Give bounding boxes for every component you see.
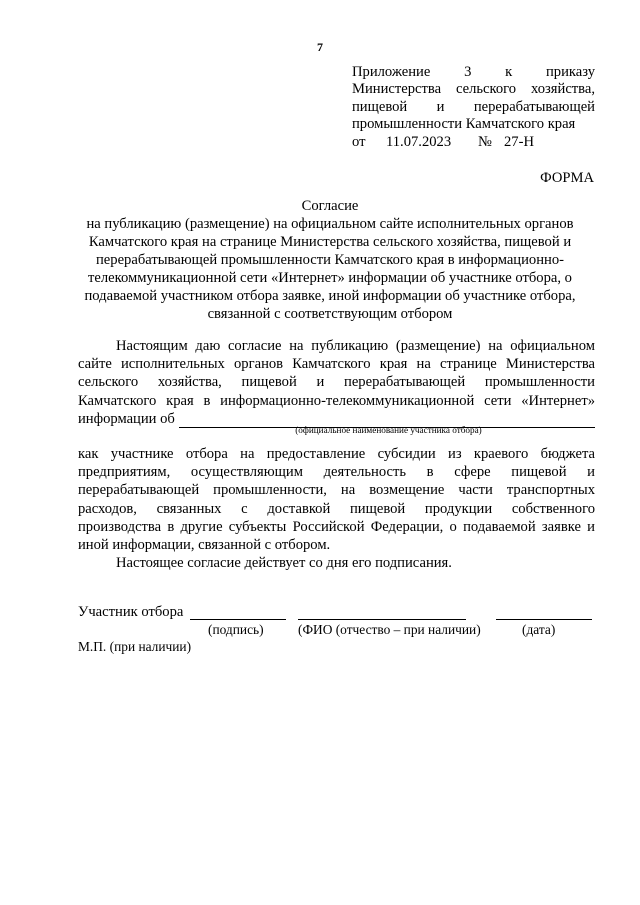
paragraph-line: сайте исполнительных органов Камчатского края на странице Министерства — [78, 356, 595, 373]
signature-row — [78, 604, 595, 624]
order-number: 27-Н — [504, 133, 534, 150]
title-line: подаваемой участником отбора заявке, иной информации об участнике отбора, — [84, 288, 576, 304]
full-name-blank[interactable] — [298, 619, 466, 620]
paragraph-line: сельского хозяйства, пищевой и перерабатывающей промышленности — [78, 374, 595, 391]
title-line: связанной с соответствующим отбором — [207, 306, 453, 322]
document-title — [60, 197, 600, 323]
page-number: 7 — [317, 40, 323, 54]
title-line: телекоммуникационной сети «Интернет» информации об участнике отбора, о — [88, 270, 572, 286]
order-reference — [352, 134, 595, 151]
order-number-sign: № — [478, 133, 492, 150]
paragraph-line: как участнике отбора на предоставление субсидии из краевого бюджета — [78, 446, 595, 462]
title-line: на публикацию (размещение) на официальном сайте исполнительных органов — [86, 216, 574, 232]
paragraph-line: расходов, связанных с доставкой пищевой продукции собственного — [78, 500, 595, 517]
signature-blank[interactable] — [190, 619, 286, 620]
paragraph-line: перерабатывающей промышленности, на возмещение части транспортных — [78, 482, 595, 499]
full-name-caption: (ФИО (отчество – при наличии) — [298, 622, 481, 637]
participant-label: Участник отбора — [78, 604, 184, 620]
signature-captions — [78, 622, 595, 640]
appendix-line-3: пищевой и перерабатывающей — [352, 98, 595, 115]
info-prefix: информации об — [78, 410, 175, 427]
paragraph-line: производства в другие субъекты Российской Федерации, о подаваемой заявке и — [78, 518, 595, 535]
appendix-line-2: Министерства сельского хозяйства, — [352, 81, 595, 98]
title-line: перерабатывающей промышленности Камчатского края в информационно- — [95, 252, 564, 268]
title-heading: Согласие — [301, 198, 359, 214]
seal-note: М.П. (при наличии) — [78, 639, 192, 654]
paragraph-line: Камчатского края в информационно-телекоммуникационной сети «Интернет» — [78, 392, 595, 409]
paragraph-last-line: иной информации, связанной с отбором. — [78, 537, 331, 554]
forma-label: ФОРМА — [540, 170, 594, 186]
appendix-block — [352, 64, 595, 151]
title-line: Камчатского края на странице Министерства сельского хозяйства, пищевой и — [88, 234, 572, 250]
order-date: 11.07.2023 — [386, 133, 452, 150]
paragraph-line: Настоящим даю согласие на публикацию (размещение) на официальном — [116, 338, 595, 354]
signature-caption: (подпись) — [208, 622, 264, 637]
paragraph-line: предприятиям, осуществляющим деятельность в сфере пищевой и — [78, 464, 595, 481]
date-caption: (дата) — [522, 622, 556, 637]
appendix-line-4: промышленности Камчатского края — [352, 116, 576, 133]
consent-paragraph — [78, 337, 595, 428]
date-blank[interactable] — [496, 619, 592, 620]
appendix-line-1: Приложение 3 к приказу — [352, 64, 595, 80]
participant-name-caption: (официальное наименование участника отбора) — [295, 425, 482, 435]
validity-sentence: Настоящее согласие действует со дня его подписания. — [116, 555, 452, 572]
participant-description-paragraph — [78, 445, 595, 572]
order-prefix: от — [352, 133, 366, 150]
